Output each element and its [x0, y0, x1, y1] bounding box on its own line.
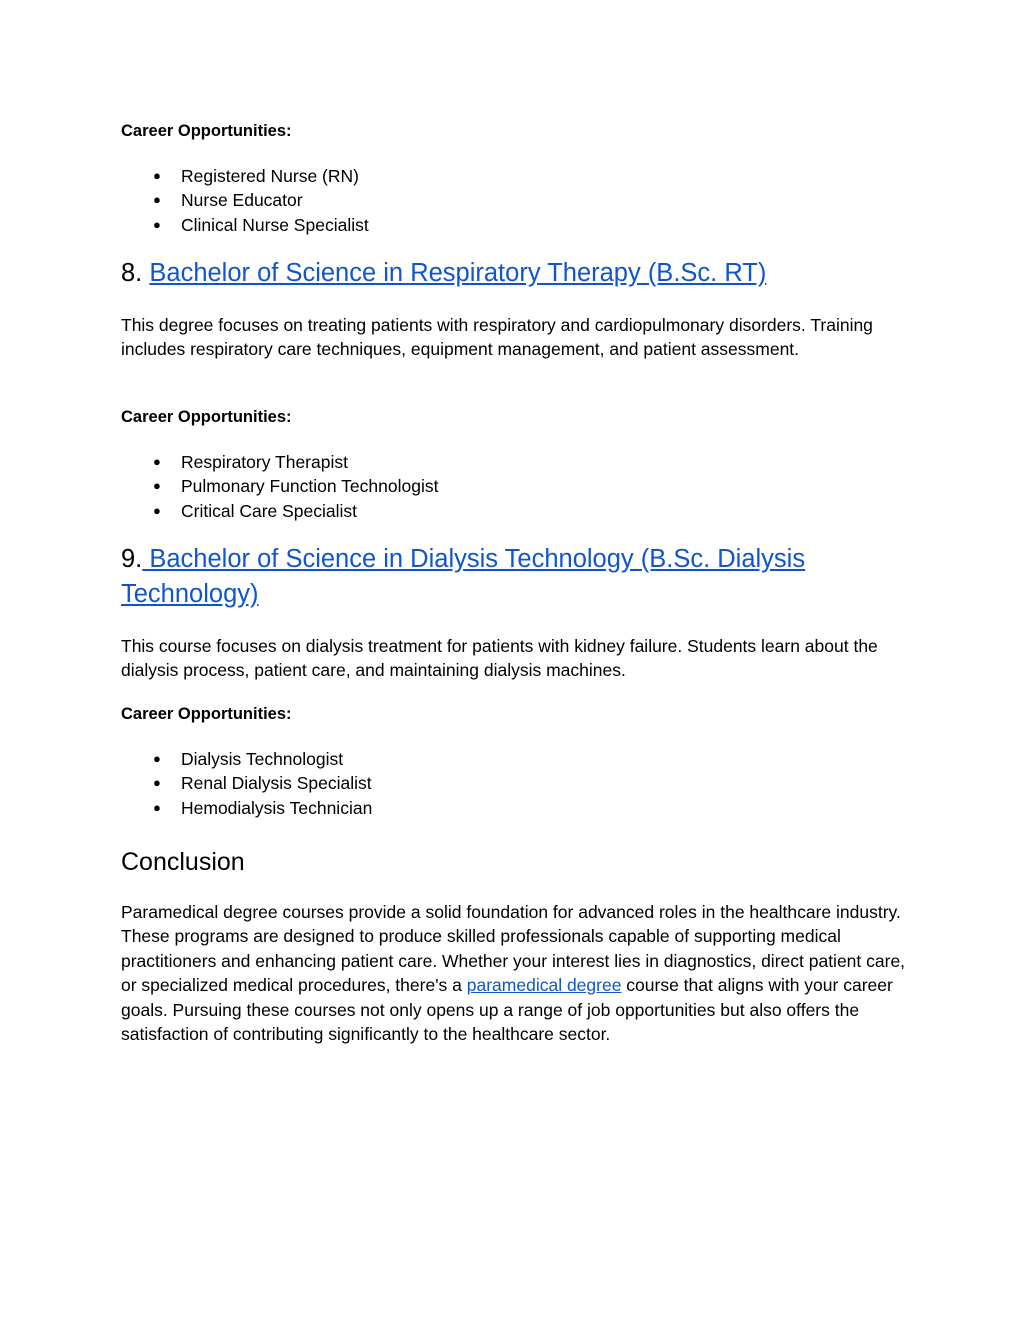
bullet-icon: ● — [153, 751, 161, 766]
career-list-dialysis — [121, 747, 372, 820]
career-opportunities-label: Career Opportunities: — [121, 122, 292, 140]
career-opportunities-label: Career Opportunities: — [121, 408, 292, 426]
career-list-nursing — [121, 164, 369, 237]
bullet-icon: ● — [153, 454, 161, 469]
section-9-description: This course focuses on dialysis treatment for patients with kidney failure. Students learn about the dialysis process, patient care, and maintaining dialysis machines. — [121, 636, 878, 681]
career-list-respiratory — [121, 450, 438, 523]
bullet-icon: ● — [153, 192, 161, 208]
list-item: ● Hemodialysis Technician — [121, 796, 372, 820]
section-number: 9. — [121, 545, 143, 573]
paramedical-degree-link[interactable]: paramedical degree — [466, 975, 622, 996]
bullet-icon: ● — [153, 478, 161, 494]
conclusion-paragraph: Paramedical degree courses provide a solid foundation for advanced roles in the healthcare industry. These programs are designed to produce skilled professionals capable of supporting medical practitioners and enhancing patient care. Whether your interest lies in diagnostics, direct patient care, or specialized medical procedures, there's a paramedical degree course that aligns with your career goals. Pursuing these courses not only opens up a range of job opportunities but also offers the satisfaction of contributing significantly to the healthcare sector. — [121, 902, 906, 1045]
list-item: ● Registered Nurse (RN) — [121, 164, 369, 188]
section-number: 8. — [121, 259, 143, 287]
bullet-icon: ● — [153, 799, 161, 815]
list-item: ● Nurse Educator — [121, 188, 369, 212]
list-item: ● Critical Care Specialist — [121, 499, 438, 523]
list-item: ● Renal Dialysis Specialist — [121, 771, 372, 795]
list-item: ● Pulmonary Function Technologist — [121, 474, 438, 498]
bullet-icon: ● — [153, 502, 161, 518]
bullet-icon: ● — [153, 775, 161, 791]
section-8-heading — [121, 256, 911, 291]
career-opportunities-label: Career Opportunities: — [121, 705, 292, 723]
conclusion-heading: Conclusion — [121, 848, 245, 876]
bullet-icon: ● — [153, 216, 161, 232]
list-item: ● Clinical Nurse Specialist — [121, 213, 369, 237]
section-8-description: This degree focuses on treating patients with respiratory and cardiopulmonary disorders. Training includes respiratory care techniques, equipment management, and patient assessment. — [121, 315, 873, 360]
bullet-icon: ● — [153, 168, 161, 183]
list-item: ● Respiratory Therapist — [121, 450, 438, 474]
section-9-title-link[interactable]: Bachelor of Science in Dialysis Technology (B.Sc. Dialysis Technology) — [121, 545, 806, 608]
list-item: ● Dialysis Technologist — [121, 747, 372, 771]
section-8-title-link[interactable]: Bachelor of Science in Respiratory Therapy (B.Sc. RT) — [149, 259, 767, 287]
section-9-heading — [121, 542, 911, 612]
